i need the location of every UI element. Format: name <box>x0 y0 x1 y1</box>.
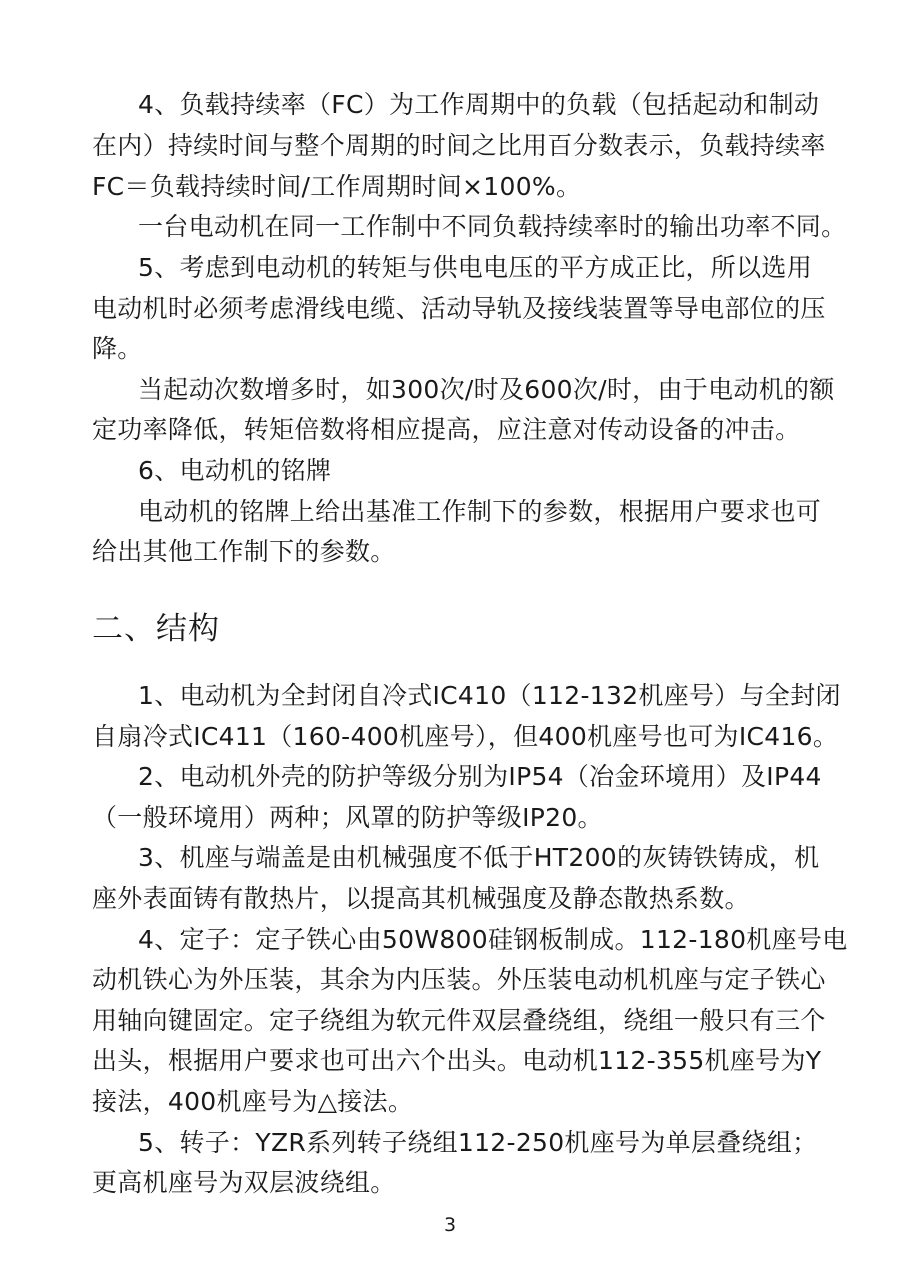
paragraph-line: 电动机时必须考虑滑线电缆、活动导轨及接线装置等导电部位的压 <box>92 294 826 323</box>
paragraph-line: 用轴向键固定。定子绕组为软元件双层叠绕组，绕组一般只有三个 <box>92 1006 826 1035</box>
paragraph-line: FC＝负载持续时间/工作周期时间×100%。 <box>92 172 582 201</box>
paragraph-line: 1、电动机为全封闭自冷式IC410（112-132机座号）与全封闭 <box>138 681 841 710</box>
page-number: 3 <box>443 1214 457 1236</box>
paragraph-line: 更高机座号为双层波绕组。 <box>92 1168 396 1197</box>
paragraph-line: 降。 <box>92 334 143 363</box>
paragraph-line: 电动机的铭牌上给出基准工作制下的参数，根据用户要求也可 <box>138 497 822 526</box>
paragraph-line: 在内）持续时间与整个周期的时间之比用百分数表示，负载持续率 <box>92 131 826 160</box>
paragraph-line: 5、转子：YZR系列转子绕组112-250机座号为单层叠绕组； <box>138 1128 818 1157</box>
section-heading: 二、结构 <box>92 611 220 647</box>
paragraph-line: 定功率降低，转矩倍数将相应提高，应注意对传动设备的冲击。 <box>92 415 801 444</box>
paragraph-line: 6、电动机的铭牌 <box>138 456 332 485</box>
paragraph-line: 自扇冷式IC411（160-400机座号），但400机座号也可为IC416。 <box>92 722 839 751</box>
paragraph-line: 动机铁心为外压装，其余为内压装。外压装电动机机座与定子铁心 <box>92 965 826 994</box>
paragraph-line: 座外表面铸有散热片，以提高其机械强度及静态散热系数。 <box>92 884 750 913</box>
paragraph-line: 接法，400机座号为△接法。 <box>92 1087 414 1116</box>
paragraph-line: （一般环境用）两种；风罩的防护等级IP20。 <box>92 803 603 832</box>
paragraph-line: 5、考虑到电动机的转矩与供电电压的平方成正比，所以选用 <box>138 253 813 282</box>
paragraph-line: 2、电动机外壳的防护等级分别为IP54（冶金环境用）及IP44 <box>138 762 822 791</box>
paragraph-line: 出头，根据用户要求也可出六个出头。电动机112-355机座号为Y <box>92 1046 822 1075</box>
paragraph-line: 一台电动机在同一工作制中不同负载持续率时的输出功率不同。 <box>138 212 847 241</box>
paragraph-line: 4、负载持续率（FC）为工作周期中的负载（包括起动和制动 <box>138 90 820 119</box>
paragraph-line: 4、定子：定子铁心由50W800硅钢板制成。112-180机座号电 <box>138 925 848 954</box>
paragraph-line: 当起动次数增多时，如300次/时及600次/时，由于电动机的额 <box>138 375 835 404</box>
paragraph-line: 3、机座与端盖是由机械强度不低于HT200的灰铸铁铸成，机 <box>138 843 820 872</box>
paragraph-line: 给出其他工作制下的参数。 <box>92 537 396 566</box>
